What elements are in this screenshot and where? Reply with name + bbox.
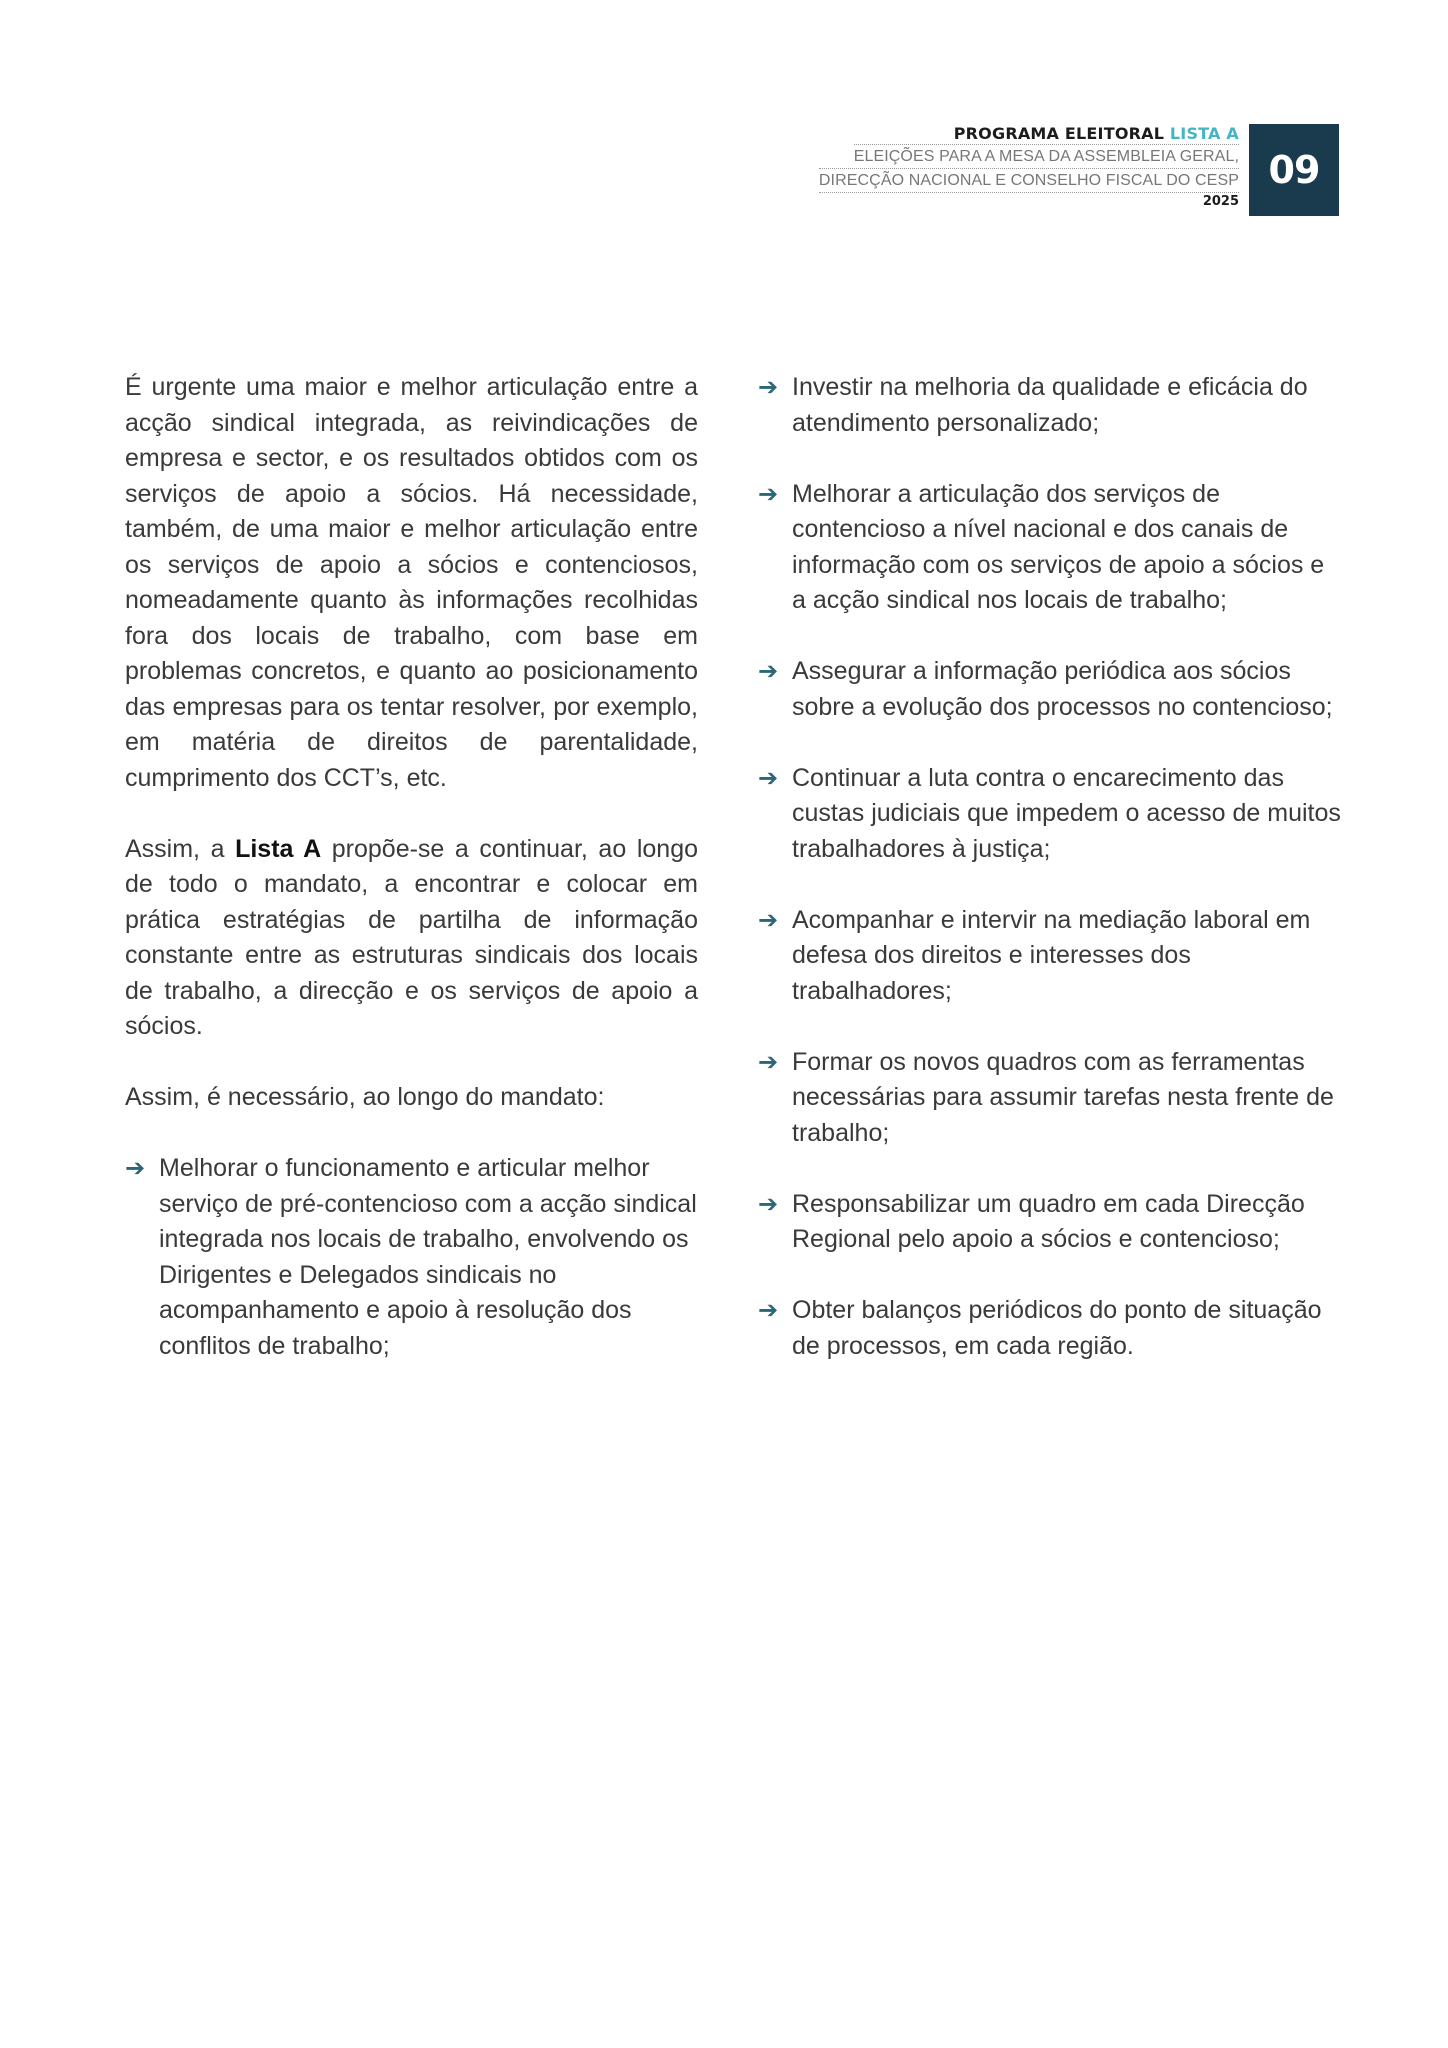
list-item bbox=[758, 477, 1343, 619]
list-item bbox=[758, 761, 1343, 868]
list-item bbox=[758, 1187, 1343, 1258]
list-item-text: Investir na melhoria da qualidade e eficácia do atendimento personalizado; bbox=[792, 373, 1308, 437]
page-number-box bbox=[1249, 124, 1339, 216]
paragraph-intro: É urgente uma maior e melhor articulação entre a acção sindical integrada, as reivindicações de empresa e sector, e os resultados obtidos com os serviços de apoio a sócios. Há necessidade, também, de uma maior e melhor articulação entre os serviços de apoio a sócios e contenciosos, nomeadamente quanto às informações recolhidas fora dos locais de trabalho, com base em problemas concretos, e quanto ao posicionamento das empresas para os tentar resolver, por exemplo, em matéria de direitos de parentalidade, cumprimento dos CCT’s, etc. bbox=[125, 373, 698, 792]
header-title bbox=[819, 124, 1239, 144]
list-item bbox=[758, 1293, 1343, 1364]
list-item-text: Responsabilizar um quadro em cada Direcção Regional pelo apoio a sócios e contencioso; bbox=[792, 1189, 1305, 1253]
arrow-right-icon: ➔ bbox=[125, 1155, 146, 1182]
list-item bbox=[758, 654, 1343, 725]
left-column bbox=[125, 370, 698, 1400]
header-text bbox=[819, 124, 1249, 216]
list-item bbox=[758, 1045, 1343, 1152]
lista-a-emphasis: Lista A bbox=[235, 834, 322, 863]
right-column bbox=[758, 370, 1343, 1400]
list-item-text: Obter balanços periódicos do ponto de situação de processos, em cada região. bbox=[792, 1296, 1322, 1360]
arrow-right-icon: ➔ bbox=[758, 658, 779, 685]
page-header bbox=[819, 124, 1339, 216]
list-item bbox=[125, 1151, 698, 1364]
list-item-text: Acompanhar e intervir na mediação laboral em defesa dos direitos e interesses dos trabalhadores; bbox=[792, 905, 1311, 1005]
paragraph-lista-a-end: propõe-se a continuar, ao longo de todo o mandato, a encontrar e colocar em prática estratégias de partilha de informação constante entre as estruturas sindicais dos locais de trabalho, a direcção e os serviços de apoio a sócios. bbox=[125, 834, 699, 1040]
arrow-right-icon: ➔ bbox=[758, 374, 779, 401]
paragraph-lista-a-start: Assim, a bbox=[125, 834, 236, 863]
header-subtitle bbox=[819, 144, 1239, 192]
header-title-accent: LISTA A bbox=[1169, 124, 1239, 143]
arrow-right-icon: ➔ bbox=[758, 906, 779, 934]
arrow-right-icon: ➔ bbox=[758, 1190, 779, 1218]
header-year: 2025 bbox=[819, 192, 1239, 210]
page-number: 09 bbox=[1268, 148, 1320, 192]
list-item-text: Assegurar a informação periódica aos sócios sobre a evolução dos processos no contencioso; bbox=[792, 657, 1333, 721]
list-item-text: Formar os novos quadros com as ferramentas necessárias para assumir tarefas nesta frente de trabalho; bbox=[792, 1047, 1334, 1147]
list-item-text: Melhorar o funcionamento e articular melhor serviço de pré-contencioso com a acção sindical integrada nos locais de trabalho, envolvendo os Dirigentes e Delegados sindicais no acompanhamento e apoio à resolução dos conflitos de trabalho; bbox=[159, 1154, 697, 1360]
arrow-right-icon: ➔ bbox=[758, 764, 779, 792]
left-bullet-list bbox=[125, 1151, 698, 1364]
list-item bbox=[758, 370, 1343, 441]
arrow-right-icon: ➔ bbox=[758, 480, 779, 508]
paragraph-necessario: Assim, é necessário, ao longo do mandato: bbox=[125, 1083, 605, 1111]
header-title-text: PROGRAMA ELEITORAL bbox=[953, 124, 1165, 143]
arrow-right-icon: ➔ bbox=[758, 1297, 779, 1324]
header-subtitle-line2: DIRECÇÃO NACIONAL E CONSELHO FISCAL DO CESP bbox=[819, 168, 1239, 192]
arrow-right-icon: ➔ bbox=[758, 1048, 779, 1076]
list-item-text: Melhorar a articulação dos serviços de contencioso a nível nacional e dos canais de informação com os serviços de apoio a sócios e a acção sindical nos locais de trabalho; bbox=[792, 479, 1325, 614]
right-bullet-list bbox=[758, 370, 1343, 1364]
paragraph-lista-a bbox=[125, 832, 698, 1045]
list-item-text: Continuar a luta contra o encarecimento das custas judiciais que impedem o acesso de muitos trabalhadores à justiça; bbox=[792, 763, 1341, 863]
list-item bbox=[758, 903, 1343, 1010]
header-subtitle-line1: ELEIÇÕES PARA A MESA DA ASSEMBLEIA GERAL, bbox=[854, 144, 1239, 168]
